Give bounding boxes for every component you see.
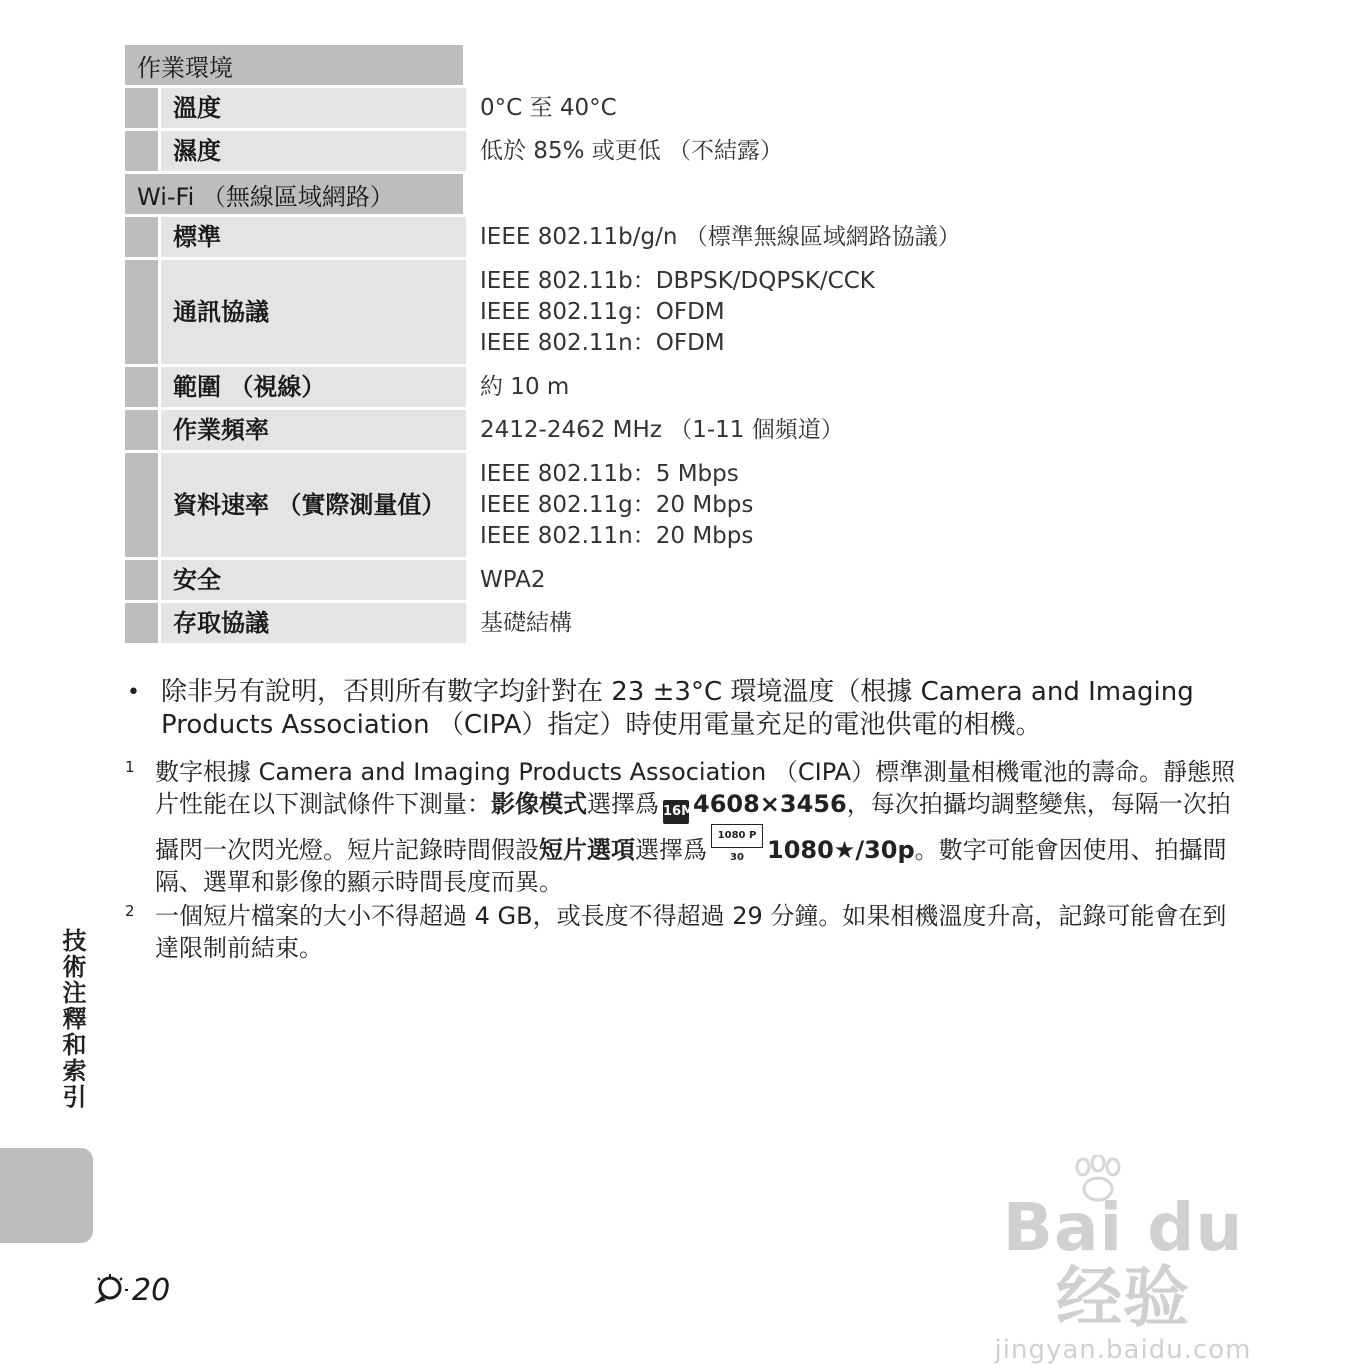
spec-value-line: 2412-2462 MHz （1-11 個頻道） — [480, 416, 844, 443]
spec-value-line: IEEE 802.11g：OFDM — [480, 298, 725, 325]
footnote-1 — [125, 756, 1240, 898]
bullet-icon: • — [127, 680, 140, 705]
category-heading: 作業環境 — [125, 45, 463, 85]
spec-row-frequency — [125, 410, 1265, 453]
spec-row-temperature — [125, 88, 1265, 131]
spec-label: 作業頻率 — [161, 410, 466, 450]
spec-label: 存取協議 — [161, 603, 466, 643]
section-tab-label: 技術注釋和索引 — [58, 928, 86, 1110]
spec-row-range — [125, 367, 1265, 410]
footnote-text-part: 選擇爲 — [587, 790, 659, 818]
tip-bulb-icon — [88, 1272, 128, 1308]
movie-mode-icon: 1080 P 30 — [711, 824, 763, 848]
image-size-value: 4608×3456 — [693, 790, 847, 818]
spec-row-access — [125, 603, 1265, 643]
spec-value — [466, 260, 1265, 364]
spec-value-line: IEEE 802.11n：OFDM — [480, 329, 725, 356]
category-wifi — [125, 174, 1265, 217]
spec-row-standard — [125, 217, 1265, 260]
spec-value-line: IEEE 802.11b：DBPSK/DQPSK/CCK — [480, 267, 875, 294]
spec-row-protocols — [125, 260, 1265, 367]
watermark-logo: Bai du 经验 — [1002, 1189, 1244, 1336]
watermark-url: jingyan.baidu.com — [994, 1335, 1252, 1365]
notes-section — [125, 676, 1240, 964]
spec-value-line: IEEE 802.11n：20 Mbps — [480, 522, 754, 549]
spec-value — [466, 560, 1265, 600]
footnote-text-part: 。數字可能會因使用、拍攝間隔、選單和影像的顯示時間長度而異。 — [155, 836, 1227, 896]
menu-item-image-mode: 影像模式 — [491, 790, 587, 818]
footnote-number: 2 — [125, 902, 135, 920]
spec-value-line: 基礎結構 — [480, 609, 572, 636]
footnote-text — [155, 756, 1240, 898]
spec-value-line: IEEE 802.11b：5 Mbps — [480, 460, 739, 487]
bullet-note — [125, 676, 1240, 742]
spec-value — [466, 367, 1265, 407]
spec-value-line: IEEE 802.11g：20 Mbps — [480, 491, 754, 518]
spec-value-line: WPA2 — [480, 566, 546, 593]
footnote-text-part: ，每次拍攝均調整變焦，每隔一次拍攝閃一次閃光燈。短片記錄時間假設 — [155, 790, 1231, 864]
spec-value — [466, 453, 1265, 557]
spec-row-security — [125, 560, 1265, 603]
spec-label: 通訊協議 — [161, 260, 466, 364]
spec-label: 範圍 （視線） — [161, 367, 466, 407]
footnote-2 — [125, 900, 1240, 964]
footnote-text: 一個短片檔案的大小不得超過 4 GB，或長度不得超過 29 分鐘。如果相機溫度升高，記錄可能會在到達限制前結束。 — [155, 902, 1227, 962]
movie-option-value: 1080★/30p — [767, 836, 915, 864]
footnote-text-part: 選擇爲 — [635, 836, 707, 864]
spec-value: 低於 85% 或更低 （不結露） — [480, 137, 784, 164]
spec-value: 0°C 至 40°C — [480, 94, 617, 121]
spec-value-line: IEEE 802.11b/g/n （標準無線區域網路協議） — [480, 223, 961, 250]
spec-value-line: 約 10 m — [480, 373, 570, 400]
page-number — [88, 1272, 170, 1308]
spec-row-humidity — [125, 131, 1265, 174]
spec-label: 資料速率 （實際測量值） — [161, 453, 466, 557]
spec-value — [466, 603, 1265, 643]
menu-item-movie-options: 短片選項 — [539, 836, 635, 864]
section-tab — [0, 1148, 93, 1243]
footnote-text-part: 數字根據 Camera and Imaging Products Association （CIPA）標準測量相機電池的壽命。靜態照片性能在以下測試條件下測量： — [155, 758, 1236, 818]
spec-label: 濕度 — [161, 131, 466, 171]
spec-value — [466, 410, 1265, 450]
page-number-text: 20 — [132, 1272, 171, 1308]
spec-table — [125, 45, 1265, 643]
category-operating-env — [125, 45, 1265, 88]
bullet-text: 除非另有說明，否則所有數字均針對在 23 ±3°C 環境溫度（根據 Camera and Imaging Products Association （CIPA）指定）時使用電量充足的電池供電的相機。 — [161, 677, 1194, 740]
spec-row-data-rate — [125, 453, 1265, 560]
category-heading: Wi-Fi （無線區域網路） — [125, 174, 463, 214]
spec-label: 溫度 — [161, 88, 466, 128]
baidu-watermark — [958, 1155, 1288, 1365]
spec-label: 安全 — [161, 560, 466, 600]
spec-label: 標準 — [161, 217, 466, 257]
image-mode-icon: 16M — [663, 800, 689, 824]
footnote-number: 1 — [125, 758, 135, 776]
paw-icon — [1068, 1155, 1128, 1205]
spec-value — [466, 217, 1265, 257]
